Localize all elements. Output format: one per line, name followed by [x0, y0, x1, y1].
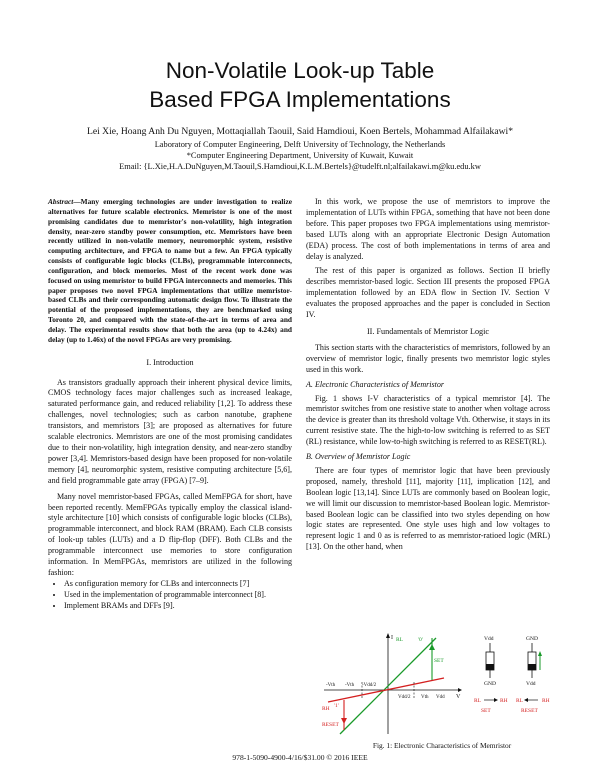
- paper-title: [0, 56, 600, 114]
- rl-right-label: RL: [474, 698, 482, 704]
- vdd-bottom-label: Vdd: [526, 681, 536, 687]
- abstract-text: —Many emerging technologies are under investigation to realize alternatives for future scalable electronics. Memristor is one of the most promising candidates due to memristor's non-volatility, high integration density, near-zero standby power consumption, etc. Memristors have been recently utilized in non-volatile memory, neuromorphic system, resistive computing architecture, and FPGA to name but a few. An FPGA typically consists of configurable logic blocks (CLBs), programmable interconnects, configuration, and block memories. Most of the recent work done was focused on using memristor to build FPGA interconnects and memories. This paper proposes two novel FPGA implementations that utilize memristor-based CLBs and their corresponding automatic design flow. To illustrate the potential of the proposed implementations, they are benchmarked using Toronto 20, and compared with the state-of-the-art in terms of area and delay. The experimental results show that both the area (up to 4.24x) and delay (up to 1.46x) of the novel FPGAs are very promising.: [48, 197, 292, 344]
- rl-label: RL: [396, 637, 404, 643]
- arrow-right-icon: [494, 698, 498, 702]
- set-label: SET: [434, 658, 444, 664]
- i-axis-label: I: [391, 635, 393, 641]
- memristor-usage-list: [48, 579, 292, 612]
- rl-right-label-2: RL: [516, 698, 524, 704]
- gnd-top-label: GND: [526, 636, 538, 642]
- memristor-band-icon: [486, 664, 494, 670]
- v-axis-label: V: [456, 694, 461, 700]
- right-column: [306, 197, 550, 553]
- list-item: • As configuration memory for CLBs and interconnects [7]: [64, 579, 292, 590]
- reset-label: RESET: [322, 722, 339, 728]
- title-line-1: Non-Volatile Look-up Table: [165, 58, 435, 83]
- vdd-top-label: Vdd: [484, 636, 494, 642]
- neg-vth-label-1: -Vth: [326, 683, 336, 688]
- figure-1-diagram: [318, 630, 566, 740]
- intro-paragraph-2: Many novel memristor-based FPGAs, called MemFPGA for short, have been reported recently. MemFPGAs typically employ the classical island-style architecture [10] which consists of configurable logic blocks (CLBs), programmable interconnect, and block RAM (BRAM). Each CLB consists of look-up tables (LUTs) and a D flip-flop (DFF). Both CLBs and the programmable interconnect use memories to store configuration information. In MemFPGAs, memristors are utilized in the following fashion:: [48, 491, 292, 577]
- footer-copyright: 978-1-5090-4900-4/16/$31.00 © 2016 IEEE: [232, 753, 368, 762]
- arrow-left-icon: [524, 698, 528, 702]
- rh-label: RH: [322, 706, 330, 712]
- half-vdd-label: Vdd/2: [398, 695, 411, 700]
- vdd-label: Vdd: [436, 695, 445, 700]
- reset-schematic: [516, 636, 550, 714]
- rh-right-label: RH: [500, 698, 508, 704]
- section-2-heading: II. Fundamentals of Memristor Logic: [366, 326, 490, 336]
- v-axis-arrow-icon: [458, 688, 462, 692]
- right-paragraph-1: In this work, we propose the use of memristors to improve the implementation of LUTs within FPGA, something that have not been done before. This paper proposes two FPGA implementations using memristor-based LUTs along with an appropriate Electronic Design Automation (EDA) process. The cost of both implementations in terms of area and delay is analyzed.: [306, 197, 550, 261]
- affiliation-1: Laboratory of Computer Engineering, Delft University of Technology, the Netherlands: [154, 140, 446, 149]
- vth-label: Vth: [421, 695, 429, 700]
- i-axis-arrow-icon: [386, 633, 390, 638]
- list-item: • Used in the implementation of programmable interconnect [8].: [64, 590, 292, 601]
- reset-right-label: RESET: [521, 708, 538, 714]
- set-right-label: SET: [481, 708, 491, 714]
- memristor-band-icon: [528, 664, 536, 670]
- gnd-bottom-label: GND: [484, 681, 496, 687]
- figure-1-caption: Fig. 1: Electronic Characteristics of Memristor: [372, 741, 512, 750]
- email-line: Email: {L.Xie,H.A.DuNguyen,M.Taouil,S.Hamdioui,K.L.M.Bertels}@tudelft.nl;alfailakawi.m@ku.edu.kw: [119, 162, 481, 171]
- neg-vth-label-2: -Vth: [345, 683, 355, 688]
- left-column: [48, 197, 292, 612]
- intro-paragraph-1: As transistors gradually approach their inherent physical device limits, CMOS technology faces major challenges such as increased leakage, saturated performance gain, and reduced reliability [1,2]. To address these challenges, novel technologies; such as carbon nanotube, graphene transistors, and memristors [3]; are proposed as alternatives for future scalable electronics. Memristors are one of the most promising candidates due to their non-volatility, high integration density, and near-zero standby power [3,4]. Memristors-based design have been proposed for non-volatile memory [4], neuromorphic system, resistive computing architecture [5,6], and field programmable gate array (FPGA) [7–9].: [48, 377, 292, 485]
- subsection-b-text: There are four types of memristor logic that have been previously proposed, namely, threshold [11], majority [11], implication [12], and Boolean logic [13,14]. Since LUTs are commonly based on Boolean logic, we will limit our discussion to memristor-based Boolean logic. Memristor-based Boolean logic can be classified into two styles depending on how logic states are represented. One style uses high and low voltages to represent logic 1 and 0 as is referred to as memristor-ratioed logic (MRL) [13]. On the other hand, when: [306, 465, 550, 552]
- state-zero-label: '0': [418, 637, 423, 643]
- abstract: [48, 197, 292, 345]
- title-line-2: Based FPGA Implementations: [149, 87, 451, 112]
- author-list: Lei Xie, Hoang Anh Du Nguyen, Mottaqiallah Taouil, Said Hamdioui, Koen Bertels, Mohammad Alfailakawi*: [87, 126, 513, 137]
- subsection-a-text: Fig. 1 shows I-V characteristics of a typical memristor [4]. The memristor switches from one resistive state to another when voltage across the device is greater than its threshold voltage Vth. Otherwise, it stays in its current resistive state. The the high-to-low switching is referred to as SET (RL) resistance, while low-to-high switching is referred to as RESET(RL).: [306, 393, 550, 447]
- rh-right-label-2: RH: [542, 698, 550, 704]
- subsection-b-heading: B. Overview of Memristor Logic: [306, 452, 411, 462]
- current-arrow-icon: [538, 651, 542, 656]
- abstract-label: Abstract: [48, 197, 74, 206]
- reset-arrow-icon: [341, 718, 347, 724]
- set-schematic: [474, 636, 508, 714]
- affiliation-2: *Computer Engineering Department, University of Kuwait, Kuwait: [186, 151, 414, 160]
- subsection-a-heading: A. Electronic Characteristics of Memristor: [306, 379, 445, 389]
- right-paragraph-2: The rest of this paper is organized as follows. Section II briefly describes memristor-based logic. Section III presents the proposed FPGA implementation followed by an EDA flow in Section IV. Section V evaluates the proposed approaches and the paper is concluded in Section IV.: [306, 266, 550, 320]
- list-item: • Implement BRAMs and DFFs [9].: [64, 601, 292, 612]
- state-one-label: '1': [334, 703, 339, 709]
- neg-half-vdd-label: -Vdd/2: [362, 683, 377, 688]
- section-2-intro: This section starts with the characteristics of memristors, followed by an overview of memristor logic, finally presents two memristor logic styles used in this work.: [306, 342, 550, 374]
- section-1-heading: I. Introduction: [146, 357, 194, 367]
